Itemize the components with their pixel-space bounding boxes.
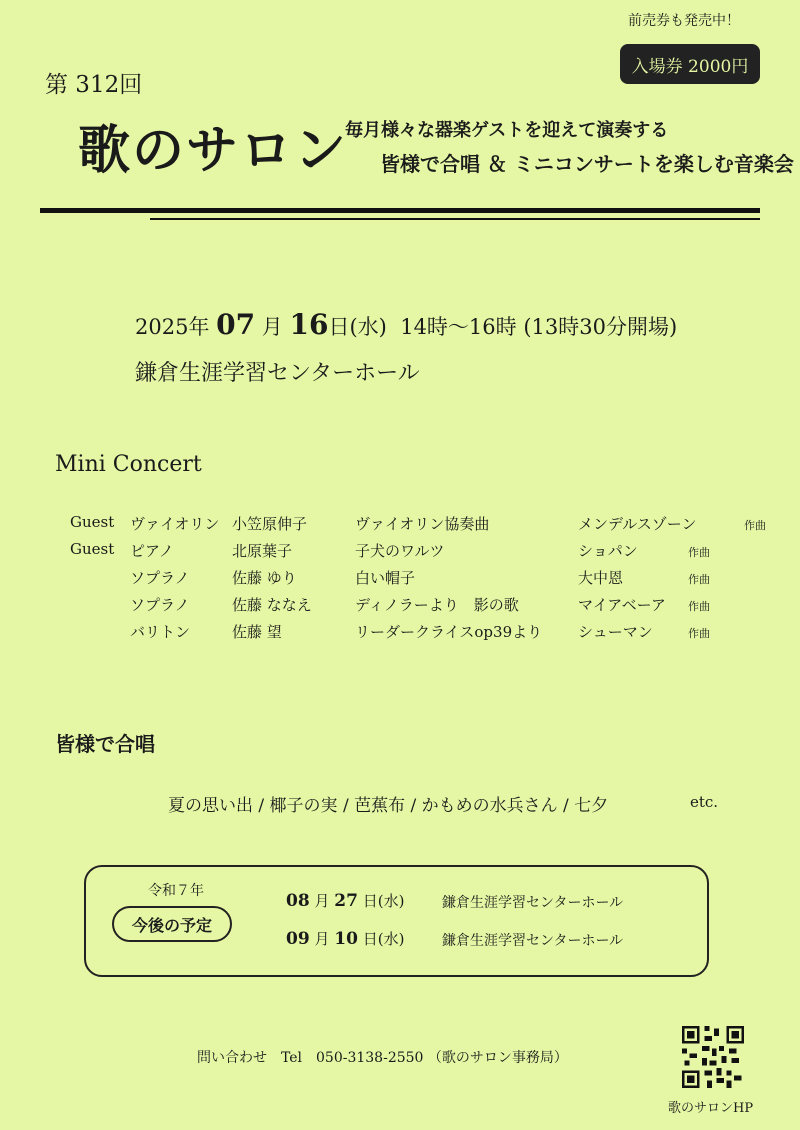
schedule-month: 09 (286, 929, 310, 949)
tagline-2: 皆様で合唱 ＆ ミニコンサートを楽しむ音楽会 (380, 152, 794, 176)
event-day: 16 (289, 308, 329, 341)
schedule-venue: 鎌倉生涯学習センターホール (442, 933, 624, 949)
performer-row (0, 567, 800, 593)
schedule-venue: 鎌倉生涯学習センターホール (442, 895, 624, 911)
piece-title: ディノラーより 影の歌 (355, 596, 519, 614)
performer-name: 佐藤 ゆり (232, 569, 297, 587)
schedule-month-unit: 月 (314, 892, 330, 910)
qr-code-icon[interactable] (682, 1026, 744, 1088)
event-month: 07 (216, 308, 256, 341)
instrument: ソプラノ (130, 596, 190, 614)
performer-row (0, 594, 800, 620)
composer: マイアベーア (578, 596, 666, 614)
event-datetime (135, 308, 677, 341)
composed-suffix: 作曲 (688, 546, 710, 559)
performer-row (0, 540, 800, 566)
performer-name: 佐藤 望 (232, 623, 282, 641)
piece-title: 白い帽子 (355, 569, 416, 587)
mini-concert-heading: Mini Concert (55, 452, 202, 477)
guest-label: Guest (70, 513, 115, 531)
event-year-unit: 年 (188, 315, 210, 339)
edition-number: 第 312回 (45, 72, 143, 98)
composed-suffix: 作曲 (688, 627, 710, 640)
schedule-item (286, 928, 624, 949)
schedule-era: 令和７年 (148, 883, 204, 899)
composer: ショパン (578, 542, 638, 560)
divider-thick (40, 208, 760, 213)
composer: メンデルスゾーン (578, 515, 697, 533)
schedule-day-unit: 日 (362, 892, 378, 910)
instrument: バリトン (130, 623, 191, 641)
performer-row (0, 513, 800, 539)
piece-title: リーダークライスop39より (355, 623, 543, 641)
event-time: 14時～16時 (13時30分開場) (400, 315, 678, 339)
event-year: 2025 (135, 315, 189, 339)
schedule-weekday: (水) (377, 892, 405, 910)
divider-thin (150, 218, 760, 220)
piece-title: 子犬のワルツ (355, 542, 445, 560)
composed-suffix: 作曲 (744, 519, 766, 532)
event-venue: 鎌倉生涯学習センターホール (135, 361, 420, 386)
chorus-songs: 夏の思い出 / 椰子の実 / 芭蕉布 / かもめの水兵さん / 七夕 (168, 796, 609, 816)
performer-row (0, 621, 800, 647)
qr-caption: 歌のサロンHP (668, 1101, 754, 1116)
upcoming-label: 今後の予定 (112, 906, 232, 942)
tagline-1: 毎月様々な器楽ゲストを迎えて演奏する (345, 120, 669, 141)
page-title: 歌のサロン (78, 120, 349, 181)
guest-label: Guest (70, 540, 115, 558)
schedule-day: 10 (334, 929, 358, 949)
schedule-item (286, 890, 624, 911)
contact-info: 問い合わせ Tel 050-3138-2550 （歌のサロン事務局） (197, 1050, 568, 1066)
schedule-day: 27 (334, 891, 358, 911)
ticket-price-badge: 入場券 2000円 (620, 44, 760, 84)
instrument: ヴァイオリン (130, 515, 220, 533)
event-weekday: (水) (349, 315, 387, 339)
performer-name: 佐藤 ななえ (232, 596, 312, 614)
performer-name: 北原葉子 (232, 542, 293, 560)
performer-name: 小笠原伸子 (232, 515, 308, 533)
piece-title: ヴァイオリン協奏曲 (355, 515, 490, 533)
composed-suffix: 作曲 (688, 573, 710, 586)
instrument: ピアノ (130, 542, 174, 560)
schedule-day-unit: 日 (362, 930, 378, 948)
composed-suffix: 作曲 (688, 600, 710, 613)
composer: シューマン (578, 623, 653, 641)
schedule-weekday: (水) (377, 930, 405, 948)
chorus-heading: 皆様で合唱 (55, 732, 155, 756)
event-day-unit: 日 (328, 315, 350, 339)
event-month-unit: 月 (261, 315, 283, 339)
presale-note: 前売券も発売中！ (628, 13, 740, 29)
schedule-month: 08 (286, 891, 310, 911)
instrument: ソプラノ (130, 569, 190, 587)
chorus-etc: etc. (690, 793, 719, 811)
schedule-month-unit: 月 (314, 930, 330, 948)
composer: 大中恩 (578, 569, 624, 587)
